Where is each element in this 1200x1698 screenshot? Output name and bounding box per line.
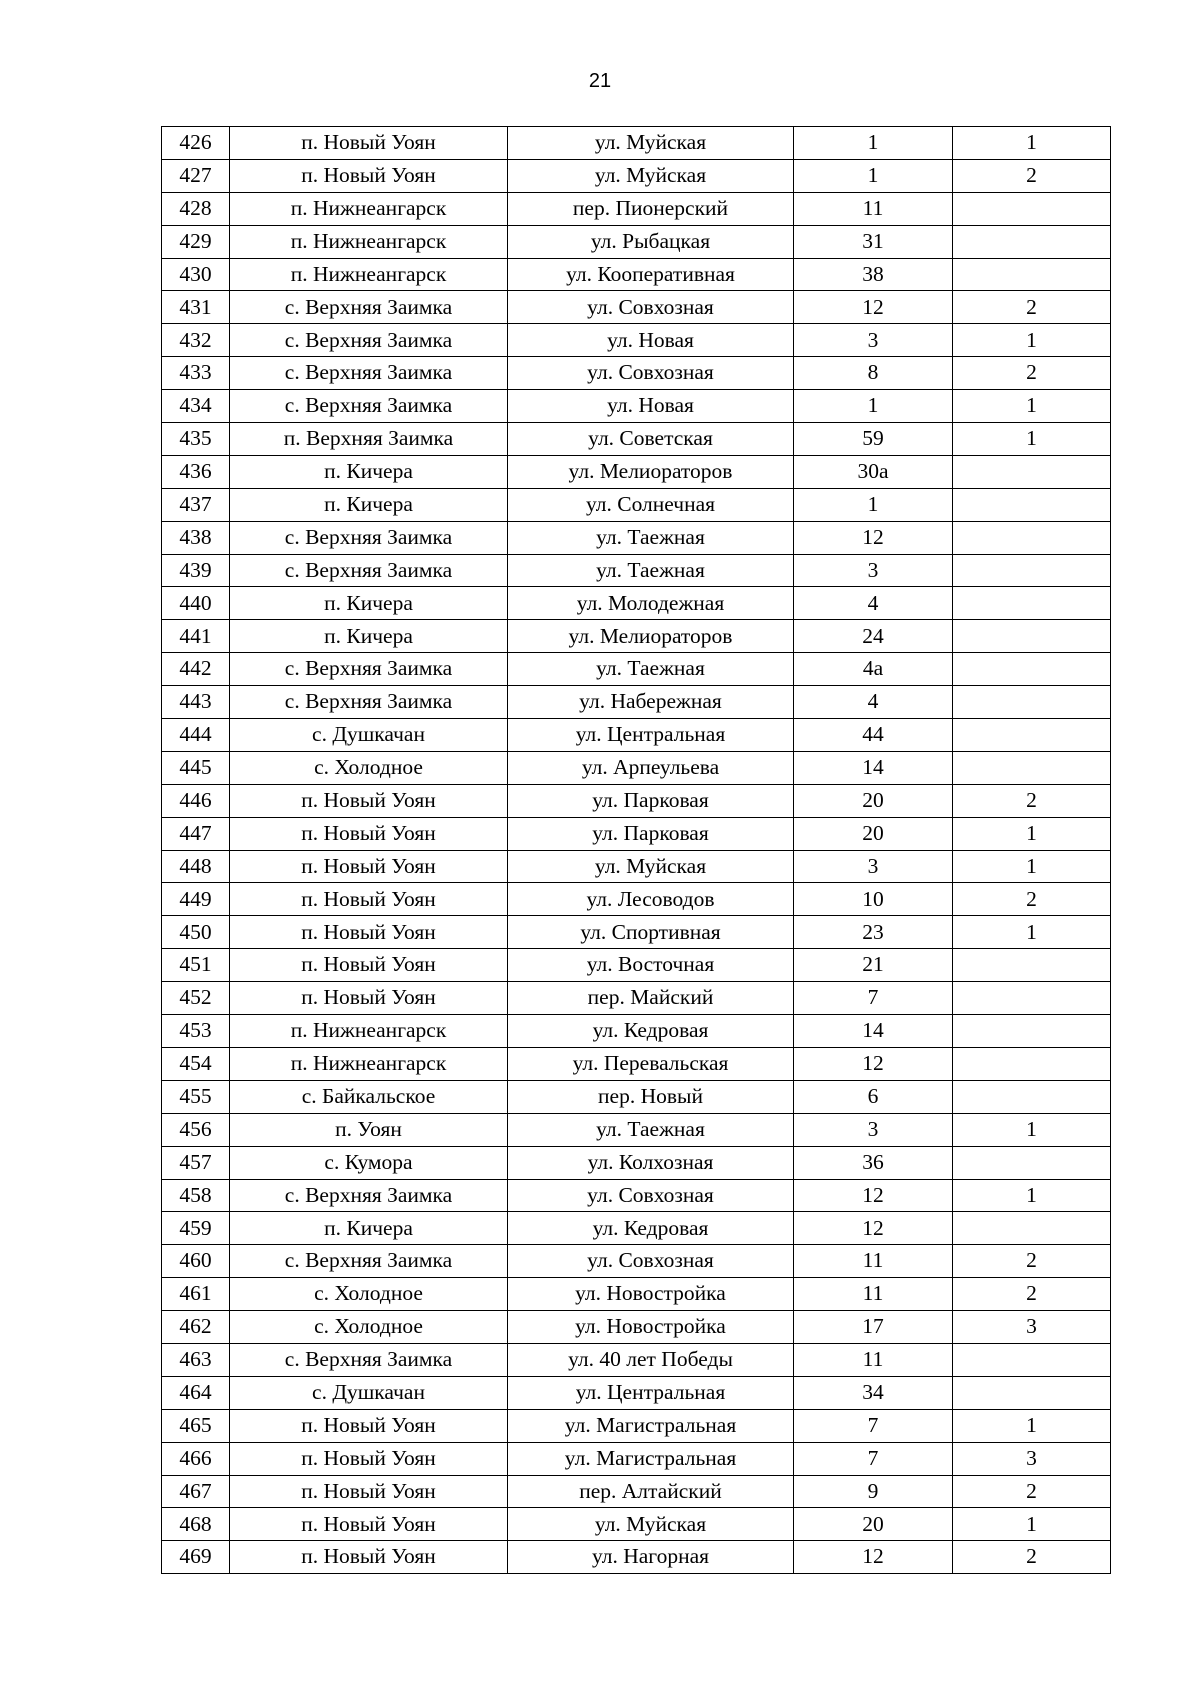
settlement-cell: п. Новый Уоян [230, 1475, 508, 1508]
table-row [162, 1047, 1111, 1080]
apartment-number-cell [953, 1047, 1111, 1080]
settlement-cell: с. Верхняя Заимка [230, 1245, 508, 1278]
settlement-cell: п. Новый Уоян [230, 1508, 508, 1541]
settlement-cell: п. Кичера [230, 455, 508, 488]
street-cell: ул. Солнечная [508, 488, 794, 521]
street-cell: ул. Центральная [508, 719, 794, 752]
settlement-cell: с. Верхняя Заимка [230, 357, 508, 390]
table-row [162, 1015, 1111, 1048]
house-number-cell: 3 [794, 554, 953, 587]
row-number-cell: 468 [162, 1508, 230, 1541]
street-cell: пер. Пионерский [508, 192, 794, 225]
row-number-cell: 460 [162, 1245, 230, 1278]
table-row [162, 817, 1111, 850]
table-row [162, 1442, 1111, 1475]
table-row [162, 916, 1111, 949]
table-row [162, 1343, 1111, 1376]
street-cell: ул. Мелиораторов [508, 455, 794, 488]
street-cell: ул. Таежная [508, 1113, 794, 1146]
street-cell: ул. Муйская [508, 1508, 794, 1541]
street-cell: ул. Совхозная [508, 1245, 794, 1278]
settlement-cell: п. Новый Уоян [230, 1442, 508, 1475]
apartment-number-cell [953, 653, 1111, 686]
house-number-cell: 23 [794, 916, 953, 949]
house-number-cell: 20 [794, 1508, 953, 1541]
street-cell: ул. Молодежная [508, 587, 794, 620]
row-number-cell: 429 [162, 225, 230, 258]
settlement-cell: с. Верхняя Заимка [230, 521, 508, 554]
table-row [162, 1212, 1111, 1245]
street-cell: пер. Новый [508, 1080, 794, 1113]
house-number-cell: 34 [794, 1376, 953, 1409]
street-cell: ул. Магистральная [508, 1442, 794, 1475]
table-row [162, 127, 1111, 160]
table-row [162, 949, 1111, 982]
apartment-number-cell [953, 620, 1111, 653]
house-number-cell: 7 [794, 982, 953, 1015]
row-number-cell: 450 [162, 916, 230, 949]
house-number-cell: 8 [794, 357, 953, 390]
house-number-cell: 44 [794, 719, 953, 752]
house-number-cell: 20 [794, 817, 953, 850]
apartment-number-cell: 1 [953, 324, 1111, 357]
house-number-cell: 24 [794, 620, 953, 653]
table-row [162, 686, 1111, 719]
row-number-cell: 437 [162, 488, 230, 521]
house-number-cell: 12 [794, 291, 953, 324]
table-row [162, 587, 1111, 620]
house-number-cell: 30а [794, 455, 953, 488]
row-number-cell: 455 [162, 1080, 230, 1113]
table-row [162, 357, 1111, 390]
table-row [162, 1179, 1111, 1212]
row-number-cell: 453 [162, 1015, 230, 1048]
street-cell: ул. Новостройка [508, 1278, 794, 1311]
settlement-cell: п. Новый Уоян [230, 159, 508, 192]
row-number-cell: 445 [162, 751, 230, 784]
house-number-cell: 31 [794, 225, 953, 258]
row-number-cell: 433 [162, 357, 230, 390]
row-number-cell: 449 [162, 883, 230, 916]
settlement-cell: п. Новый Уоян [230, 949, 508, 982]
settlement-cell: п. Новый Уоян [230, 784, 508, 817]
house-number-cell: 10 [794, 883, 953, 916]
apartment-number-cell [953, 1343, 1111, 1376]
row-number-cell: 469 [162, 1541, 230, 1574]
house-number-cell: 14 [794, 751, 953, 784]
street-cell: ул. Парковая [508, 817, 794, 850]
apartment-number-cell: 2 [953, 159, 1111, 192]
table-row [162, 850, 1111, 883]
street-cell: ул. Совхозная [508, 291, 794, 324]
street-cell: ул. Таежная [508, 554, 794, 587]
house-number-cell: 36 [794, 1146, 953, 1179]
apartment-number-cell [953, 488, 1111, 521]
street-cell: ул. Муйская [508, 127, 794, 160]
settlement-cell: с. Душкачан [230, 719, 508, 752]
house-number-cell: 3 [794, 324, 953, 357]
settlement-cell: с. Верхняя Заимка [230, 390, 508, 423]
settlement-cell: п. Уоян [230, 1113, 508, 1146]
row-number-cell: 456 [162, 1113, 230, 1146]
house-number-cell: 1 [794, 488, 953, 521]
table-row [162, 719, 1111, 752]
settlement-cell: с. Верхняя Заимка [230, 653, 508, 686]
row-number-cell: 454 [162, 1047, 230, 1080]
table-row [162, 1376, 1111, 1409]
apartment-number-cell: 2 [953, 1475, 1111, 1508]
apartment-number-cell [953, 1376, 1111, 1409]
house-number-cell: 11 [794, 1278, 953, 1311]
street-cell: ул. 40 лет Победы [508, 1343, 794, 1376]
row-number-cell: 435 [162, 423, 230, 456]
house-number-cell: 3 [794, 1113, 953, 1146]
apartment-number-cell: 2 [953, 357, 1111, 390]
apartment-number-cell [953, 587, 1111, 620]
table-row [162, 488, 1111, 521]
apartment-number-cell [953, 1146, 1111, 1179]
row-number-cell: 451 [162, 949, 230, 982]
settlement-cell: с. Душкачан [230, 1376, 508, 1409]
row-number-cell: 444 [162, 719, 230, 752]
house-number-cell: 38 [794, 258, 953, 291]
house-number-cell: 3 [794, 850, 953, 883]
table-row [162, 390, 1111, 423]
house-number-cell: 7 [794, 1442, 953, 1475]
row-number-cell: 459 [162, 1212, 230, 1245]
table-row [162, 1541, 1111, 1574]
house-number-cell: 11 [794, 1245, 953, 1278]
table-row [162, 751, 1111, 784]
table-row [162, 1475, 1111, 1508]
street-cell: ул. Перевальская [508, 1047, 794, 1080]
apartment-number-cell [953, 225, 1111, 258]
row-number-cell: 446 [162, 784, 230, 817]
settlement-cell: п. Кичера [230, 620, 508, 653]
street-cell: ул. Новостройка [508, 1311, 794, 1344]
table-row [162, 620, 1111, 653]
house-number-cell: 6 [794, 1080, 953, 1113]
row-number-cell: 467 [162, 1475, 230, 1508]
settlement-cell: п. Верхняя Заимка [230, 423, 508, 456]
table-row [162, 883, 1111, 916]
row-number-cell: 465 [162, 1409, 230, 1442]
table-row [162, 159, 1111, 192]
house-number-cell: 1 [794, 159, 953, 192]
row-number-cell: 452 [162, 982, 230, 1015]
settlement-cell: с. Верхняя Заимка [230, 324, 508, 357]
street-cell: ул. Совхозная [508, 357, 794, 390]
table-row [162, 1508, 1111, 1541]
row-number-cell: 442 [162, 653, 230, 686]
apartment-number-cell [953, 686, 1111, 719]
apartment-number-cell [953, 982, 1111, 1015]
apartment-number-cell [953, 1015, 1111, 1048]
street-cell: ул. Советская [508, 423, 794, 456]
street-cell: ул. Совхозная [508, 1179, 794, 1212]
settlement-cell: с. Верхняя Заимка [230, 686, 508, 719]
table-row [162, 1113, 1111, 1146]
street-cell: ул. Колхозная [508, 1146, 794, 1179]
apartment-number-cell: 2 [953, 1541, 1111, 1574]
settlement-cell: п. Новый Уоян [230, 850, 508, 883]
apartment-number-cell [953, 1212, 1111, 1245]
table-row [162, 982, 1111, 1015]
apartment-number-cell: 2 [953, 883, 1111, 916]
table-body [162, 127, 1111, 1574]
settlement-cell: с. Кумора [230, 1146, 508, 1179]
street-cell: ул. Муйская [508, 850, 794, 883]
apartment-number-cell: 1 [953, 390, 1111, 423]
row-number-cell: 427 [162, 159, 230, 192]
apartment-number-cell [953, 258, 1111, 291]
street-cell: ул. Кедровая [508, 1015, 794, 1048]
row-number-cell: 432 [162, 324, 230, 357]
row-number-cell: 458 [162, 1179, 230, 1212]
settlement-cell: п. Нижнеангарск [230, 258, 508, 291]
apartment-number-cell: 1 [953, 423, 1111, 456]
apartment-number-cell [953, 719, 1111, 752]
street-cell: ул. Мелиораторов [508, 620, 794, 653]
house-number-cell: 4 [794, 686, 953, 719]
settlement-cell: п. Новый Уоян [230, 127, 508, 160]
apartment-number-cell: 1 [953, 817, 1111, 850]
apartment-number-cell [953, 455, 1111, 488]
settlement-cell: с. Холодное [230, 751, 508, 784]
house-number-cell: 14 [794, 1015, 953, 1048]
row-number-cell: 461 [162, 1278, 230, 1311]
row-number-cell: 466 [162, 1442, 230, 1475]
row-number-cell: 430 [162, 258, 230, 291]
table-row [162, 1146, 1111, 1179]
row-number-cell: 436 [162, 455, 230, 488]
street-cell: пер. Алтайский [508, 1475, 794, 1508]
apartment-number-cell [953, 192, 1111, 225]
house-number-cell: 21 [794, 949, 953, 982]
table-row [162, 192, 1111, 225]
settlement-cell: п. Кичера [230, 1212, 508, 1245]
row-number-cell: 448 [162, 850, 230, 883]
house-number-cell: 12 [794, 1212, 953, 1245]
house-number-cell: 4а [794, 653, 953, 686]
street-cell: пер. Майский [508, 982, 794, 1015]
street-cell: ул. Магистральная [508, 1409, 794, 1442]
row-number-cell: 439 [162, 554, 230, 587]
apartment-number-cell [953, 949, 1111, 982]
apartment-number-cell: 2 [953, 784, 1111, 817]
apartment-number-cell: 1 [953, 1113, 1111, 1146]
apartment-number-cell: 3 [953, 1311, 1111, 1344]
settlement-cell: п. Нижнеангарск [230, 1047, 508, 1080]
page-number: 21 [588, 70, 612, 92]
settlement-cell: п. Новый Уоян [230, 1409, 508, 1442]
row-number-cell: 464 [162, 1376, 230, 1409]
settlement-cell: с. Верхняя Заимка [230, 1179, 508, 1212]
row-number-cell: 443 [162, 686, 230, 719]
street-cell: ул. Парковая [508, 784, 794, 817]
row-number-cell: 463 [162, 1343, 230, 1376]
settlement-cell: п. Новый Уоян [230, 1541, 508, 1574]
table-row [162, 225, 1111, 258]
house-number-cell: 17 [794, 1311, 953, 1344]
apartment-number-cell: 1 [953, 916, 1111, 949]
apartment-number-cell: 1 [953, 127, 1111, 160]
street-cell: ул. Таежная [508, 653, 794, 686]
apartment-number-cell [953, 751, 1111, 784]
street-cell: ул. Арпеульева [508, 751, 794, 784]
house-number-cell: 4 [794, 587, 953, 620]
settlement-cell: с. Верхняя Заимка [230, 554, 508, 587]
house-number-cell: 12 [794, 1047, 953, 1080]
apartment-number-cell: 1 [953, 1409, 1111, 1442]
table-row [162, 1311, 1111, 1344]
table-row [162, 423, 1111, 456]
apartment-number-cell: 1 [953, 1508, 1111, 1541]
apartment-number-cell: 2 [953, 1245, 1111, 1278]
apartment-number-cell: 3 [953, 1442, 1111, 1475]
street-cell: ул. Лесоводов [508, 883, 794, 916]
apartment-number-cell: 1 [953, 1179, 1111, 1212]
street-cell: ул. Таежная [508, 521, 794, 554]
settlement-cell: п. Новый Уоян [230, 883, 508, 916]
address-table [161, 126, 1111, 1574]
house-number-cell: 12 [794, 521, 953, 554]
row-number-cell: 441 [162, 620, 230, 653]
street-cell: ул. Новая [508, 390, 794, 423]
settlement-cell: с. Верхняя Заимка [230, 291, 508, 324]
house-number-cell: 11 [794, 192, 953, 225]
house-number-cell: 1 [794, 127, 953, 160]
settlement-cell: п. Новый Уоян [230, 817, 508, 850]
street-cell: ул. Восточная [508, 949, 794, 982]
street-cell: ул. Центральная [508, 1376, 794, 1409]
settlement-cell: п. Нижнеангарск [230, 225, 508, 258]
settlement-cell: п. Нижнеангарск [230, 1015, 508, 1048]
apartment-number-cell: 2 [953, 1278, 1111, 1311]
settlement-cell: п. Новый Уоян [230, 916, 508, 949]
house-number-cell: 12 [794, 1179, 953, 1212]
settlement-cell: п. Новый Уоян [230, 982, 508, 1015]
row-number-cell: 426 [162, 127, 230, 160]
row-number-cell: 447 [162, 817, 230, 850]
table-row [162, 291, 1111, 324]
street-cell: ул. Кооперативная [508, 258, 794, 291]
table-row [162, 1245, 1111, 1278]
row-number-cell: 457 [162, 1146, 230, 1179]
settlement-cell: с. Верхняя Заимка [230, 1343, 508, 1376]
house-number-cell: 20 [794, 784, 953, 817]
table-row [162, 455, 1111, 488]
settlement-cell: п. Кичера [230, 488, 508, 521]
row-number-cell: 438 [162, 521, 230, 554]
street-cell: ул. Рыбацкая [508, 225, 794, 258]
house-number-cell: 1 [794, 390, 953, 423]
row-number-cell: 428 [162, 192, 230, 225]
house-number-cell: 12 [794, 1541, 953, 1574]
table-row [162, 554, 1111, 587]
row-number-cell: 440 [162, 587, 230, 620]
table-row [162, 258, 1111, 291]
table-row [162, 1080, 1111, 1113]
table-row [162, 521, 1111, 554]
row-number-cell: 431 [162, 291, 230, 324]
row-number-cell: 434 [162, 390, 230, 423]
street-cell: ул. Набережная [508, 686, 794, 719]
apartment-number-cell: 1 [953, 850, 1111, 883]
house-number-cell: 9 [794, 1475, 953, 1508]
street-cell: ул. Муйская [508, 159, 794, 192]
house-number-cell: 11 [794, 1343, 953, 1376]
row-number-cell: 462 [162, 1311, 230, 1344]
table-row [162, 324, 1111, 357]
street-cell: ул. Кедровая [508, 1212, 794, 1245]
settlement-cell: п. Нижнеангарск [230, 192, 508, 225]
street-cell: ул. Спортивная [508, 916, 794, 949]
street-cell: ул. Новая [508, 324, 794, 357]
apartment-number-cell [953, 1080, 1111, 1113]
house-number-cell: 7 [794, 1409, 953, 1442]
table-row [162, 1278, 1111, 1311]
settlement-cell: с. Холодное [230, 1311, 508, 1344]
apartment-number-cell [953, 554, 1111, 587]
table-row [162, 784, 1111, 817]
apartment-number-cell [953, 521, 1111, 554]
apartment-number-cell: 2 [953, 291, 1111, 324]
settlement-cell: с. Байкальское [230, 1080, 508, 1113]
table-row [162, 1409, 1111, 1442]
street-cell: ул. Нагорная [508, 1541, 794, 1574]
house-number-cell: 59 [794, 423, 953, 456]
table-row [162, 653, 1111, 686]
settlement-cell: п. Кичера [230, 587, 508, 620]
settlement-cell: с. Холодное [230, 1278, 508, 1311]
